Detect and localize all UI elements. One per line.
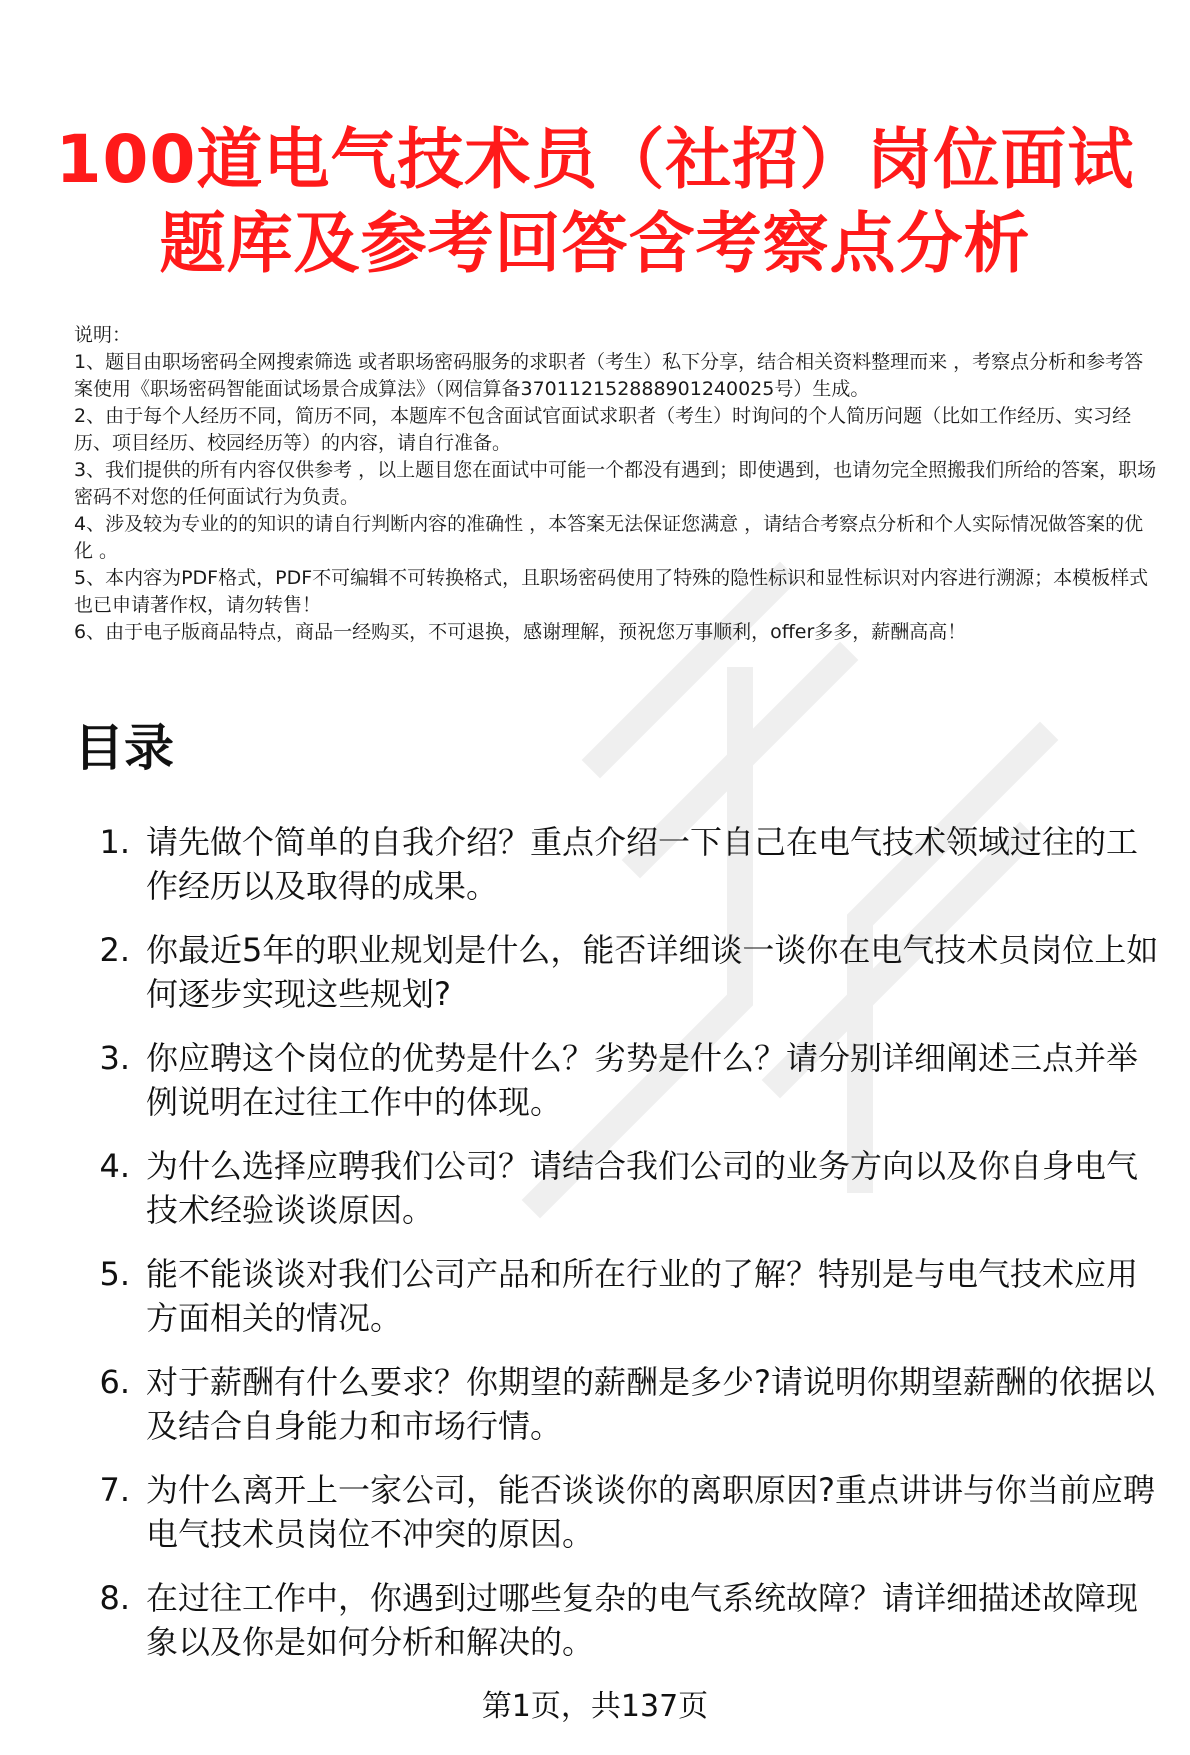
toc-item[interactable] [74,1252,1164,1360]
page-footer: 第1页，共137页 [481,1689,709,1724]
title-line-1: 100道电气技术员（社招）岗位面试 [55,121,1135,198]
toc-item[interactable] [74,928,1164,1036]
notes-section [74,322,1160,646]
toc-item-text: 为什么选择应聘我们公司？请结合我们公司的业务方向以及你自身电气技术经验谈谈原因。 [146,1147,1139,1229]
toc-item[interactable] [74,820,1164,928]
toc-item-text: 能不能谈谈对我们公司产品和所在行业的了解？特别是与电气技术应用方面相关的情况。 [146,1255,1139,1337]
toc-item[interactable] [74,1036,1164,1144]
toc-item-number: 1. [99,823,130,861]
note-item: 5、本内容为PDF格式，PDF不可编辑不可转换格式，且职场密码使用了特殊的隐性标识和显性标识对内容进行溯源；本模板样式也已申请著作权，请勿转售！ [74,567,1149,616]
toc-item-text: 请先做个简单的自我介绍？重点介绍一下自己在电气技术领域过往的工作经历以及取得的成果。 [146,823,1139,905]
toc-item-text: 你最近5年的职业规划是什么，能否详细谈一谈你在电气技术员岗位上如何逐步实现这些规划? [146,931,1159,1013]
document-title [40,118,1150,286]
toc-list [74,820,1164,1684]
toc-item-text: 对于薪酬有什么要求？你期望的薪酬是多少?请说明你期望薪酬的依据以及结合自身能力和市场行情。 [146,1363,1155,1445]
toc-item[interactable] [74,1468,1164,1576]
toc-item-number: 7. [99,1471,130,1509]
toc-heading: 目录 [74,719,174,777]
note-item: 2、由于每个人经历不同，简历不同，本题库不包含面试官面试求职者（考生）时询问的个人简历问题（比如工作经历、实习经历、项目经历、校园经历等）的内容，请自行准备。 [74,405,1132,454]
toc-item-number: 8. [99,1579,130,1617]
toc-item-number: 6. [99,1363,130,1401]
note-item: 1、题目由职场密码全网搜索筛选 或者职场密码服务的求职者（考生）私下分享，结合相关资料整理而来 ，考察点分析和参考答案使用《职场密码智能面试场景合成算法》（网信算备370112152888901240025号）生成。 [74,351,1144,400]
note-item: 3、我们提供的所有内容仅供参考 ，以上题目您在面试中可能一个都没有遇到；即使遇到，也请勿完全照搬我们所给的答案，职场密码不对您的任何面试行为负责。 [74,459,1157,508]
toc-item-number: 3. [99,1039,130,1077]
note-item: 4、涉及较为专业的的知识的请自行判断内容的准确性 ，本答案无法保证您满意 ，请结合考察点分析和个人实际情况做答案的优化 。 [74,513,1144,562]
toc-item-number: 4. [99,1147,130,1185]
title-line-2: 题库及参考回答含考察点分析 [159,205,1031,282]
toc-item-number: 2. [99,931,130,969]
toc-item-text: 为什么离开上一家公司，能否谈谈你的离职原因?重点讲讲与你当前应聘电气技术员岗位不冲突的原因。 [146,1471,1155,1553]
toc-item-number: 5. [99,1255,130,1293]
toc-item-text: 你应聘这个岗位的优势是什么？劣势是什么？请分别详细阐述三点并举例说明在过往工作中的体现。 [146,1039,1139,1121]
toc-item[interactable] [74,1360,1164,1468]
toc-item[interactable] [74,1576,1164,1684]
note-item: 6、由于电子版商品特点，商品一经购买，不可退换，感谢理解，预祝您万事顺利，offer多多，薪酬高高！ [74,621,967,643]
notes-heading: 说明： [74,324,132,346]
toc-item-text: 在过往工作中，你遇到过哪些复杂的电气系统故障？请详细描述故障现象以及你是如何分析和解决的。 [146,1579,1139,1661]
toc-item[interactable] [74,1144,1164,1252]
